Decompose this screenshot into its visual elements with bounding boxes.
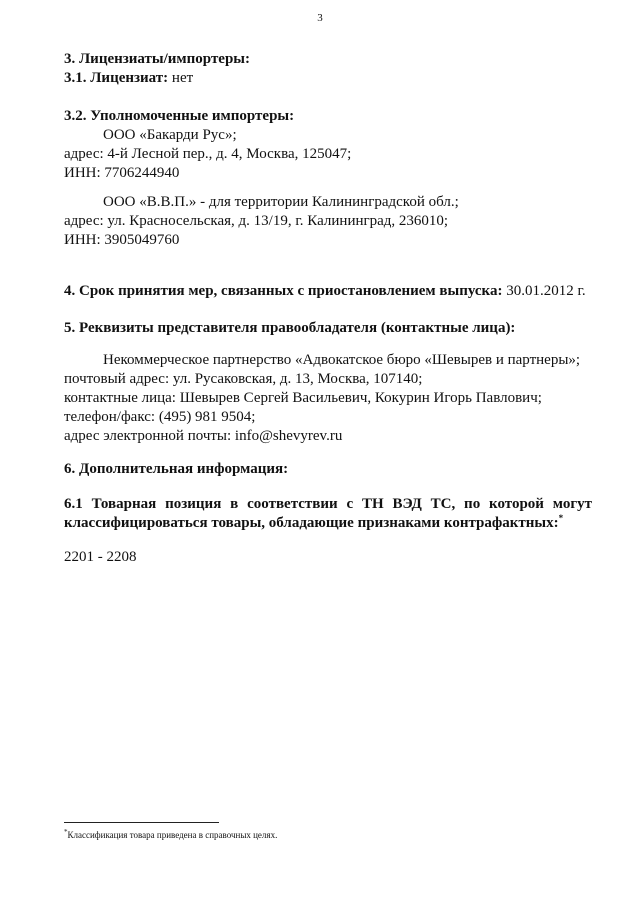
section6-1-line2 (64, 514, 592, 533)
section4-date: 30.01.2012 г. (506, 283, 586, 299)
importer-2-inn: ИНН: 3905049760 (64, 232, 180, 248)
section6-1-line1: 6.1 Товарная позиция в соответствии с ТН ВЭД ТС, по которой могут (64, 496, 592, 512)
licensee-row (64, 69, 193, 88)
contact-persons: контактные лица: Шевырев Сергей Васильевич, Кокурин Игорь Павлович; (64, 390, 542, 406)
page-number: 3 (317, 12, 323, 24)
importer-1-name: ООО «Бакарди Рус»; (103, 127, 237, 143)
licensee-label: 3.1. Лицензиат: (64, 70, 169, 86)
representative-org: Некоммерческое партнерство «Адвокатское бюро «Шевырев и партнеры»; (103, 352, 581, 368)
footnote-reference: * (558, 513, 564, 523)
tn-ved-code-range: 2201 - 2208 (64, 549, 137, 565)
section6-1-line2-text: классифицироваться товары, обладающие признаками контрафактных: (64, 515, 559, 531)
importer-2-name: ООО «В.В.П.» - для территории Калининградской обл.; (103, 194, 459, 210)
email-address: адрес электронной почты: info@shevyrev.ru (64, 428, 343, 444)
importer-1-inn: ИНН: 7706244940 (64, 165, 180, 181)
phone-fax: телефон/факс: (495) 981 9504; (64, 409, 256, 425)
licensee-value: нет (171, 70, 194, 86)
importer-1-address: адрес: 4-й Лесной пер., д. 4, Москва, 125047; (64, 146, 352, 162)
section4-row (64, 282, 586, 301)
section5-heading: 5. Реквизиты представителя правообладателя (контактные лица): (64, 320, 516, 336)
footnote-mark: * (64, 828, 68, 836)
footnote-text: Классификация товара приведена в справочных целях. (67, 830, 278, 840)
importers-heading: 3.2. Уполномоченные импортеры: (64, 108, 295, 124)
section6-heading: 6. Дополнительная информация: (64, 461, 289, 477)
importer-2-address: адрес: ул. Красносельская, д. 13/19, г. Калининград, 236010; (64, 213, 449, 229)
section3-heading: 3. Лицензиаты/импортеры: (64, 51, 251, 67)
postal-address: почтовый адрес: ул. Русаковская, д. 13, Москва, 107140; (64, 371, 423, 387)
footnote (64, 829, 277, 841)
section6-1-paragraph (64, 495, 592, 533)
section4-label: 4. Срок принятия мер, связанных с приостановлением выпуска: (64, 283, 503, 299)
footnote-divider (64, 822, 219, 823)
